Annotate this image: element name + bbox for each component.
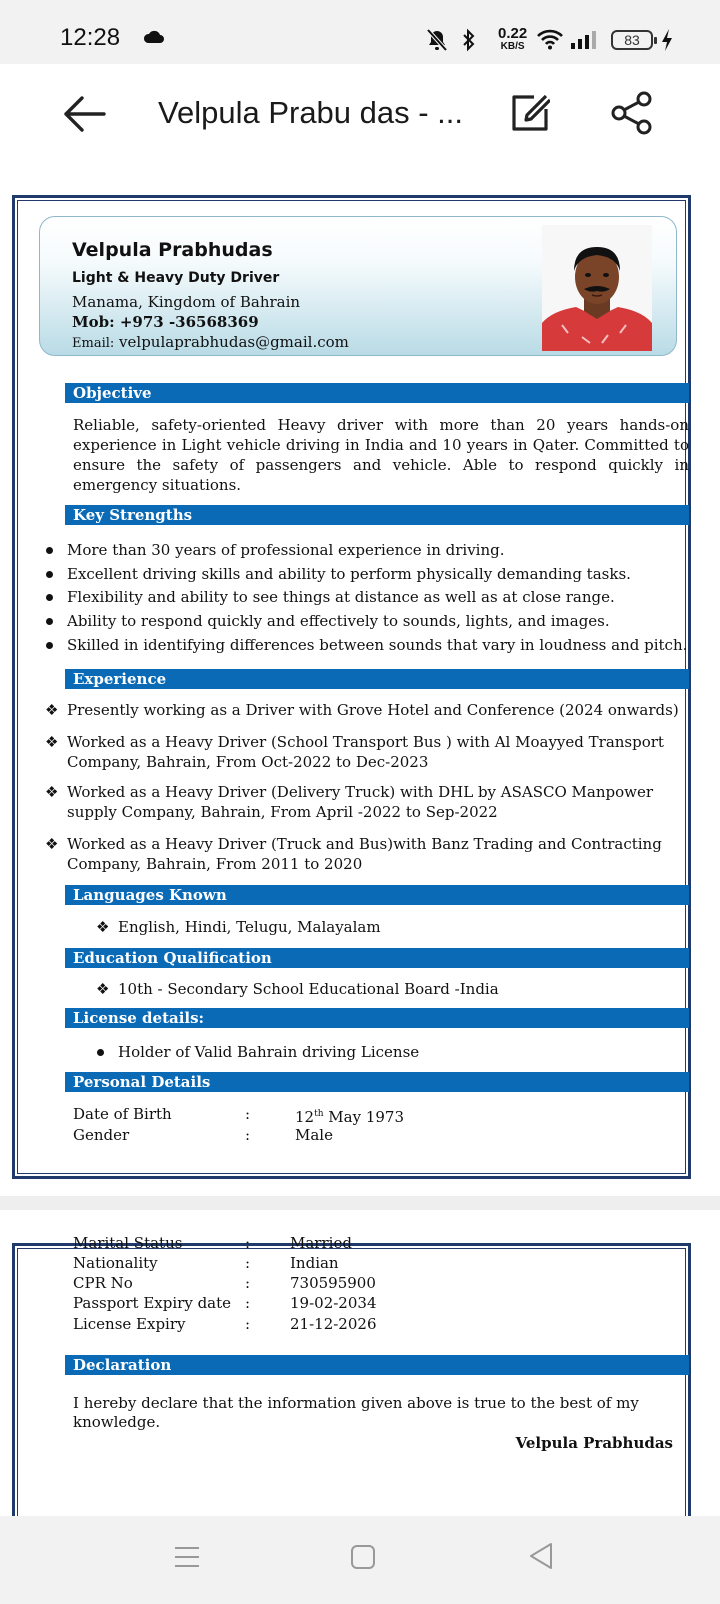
section-key-strengths: Key Strengths [65,505,689,525]
marital-status-label: Marital Status [73,1234,183,1252]
diamond-bullet-icon: ❖ [96,918,110,936]
diamond-bullet-icon: ❖ [45,733,59,751]
list-item: ❖ Worked as a Heavy Driver (School Transport Bus ) with Al Moayyed Transport Company, Bahrain, From Oct-2022 to Dec-2023 [45,733,664,771]
back-arrow-icon[interactable] [62,94,106,134]
wifi-icon [536,28,564,50]
list-item: ❖ English, Hindi, Telugu, Malayalam [96,918,381,936]
recent-apps-icon[interactable] [174,1544,200,1570]
gender-label: Gender [73,1126,130,1144]
app-bar [0,64,720,164]
status-time: 12:28 [60,24,121,51]
portrait-image [542,225,652,351]
home-icon[interactable] [350,1544,376,1570]
bullet-dot-icon [46,571,53,578]
cloud-icon [143,30,165,44]
list-item: Holder of Valid Bahrain driving License [118,1042,419,1062]
separator: : [245,1274,251,1292]
diamond-bullet-icon: ❖ [45,835,59,853]
bullet-dot-icon [46,594,53,601]
dob-label: Date of Birth [73,1105,172,1123]
marital-status-value: Married [290,1234,352,1252]
diamond-bullet-icon: ❖ [45,783,59,801]
mute-bell-icon [426,28,448,52]
list-item: Skilled in identifying differences between sounds that vary in loudness and pitch. [67,635,687,655]
list-item: Excellent driving skills and ability to perform physically demanding tasks. [67,564,631,584]
signal-icon [570,30,600,50]
separator: : [245,1105,251,1123]
separator: : [245,1254,251,1272]
email-label: Email: [72,336,115,351]
list-item: ❖ Presently working as a Driver with Grove Hotel and Conference (2024 onwards) [45,701,679,719]
section-experience: Experience [65,669,689,689]
system-nav-bar [0,1516,720,1604]
list-item: ❖ 10th - Secondary School Educational Board -India [96,980,499,998]
nationality-label: Nationality [73,1254,158,1272]
nationality-value: Indian [290,1254,339,1272]
bullet-dot-icon [46,547,53,554]
bullet-dot-icon [97,1049,104,1056]
diamond-bullet-icon: ❖ [45,701,59,719]
separator: : [245,1315,251,1333]
email-value: velpulaprabhudas@gmail.com [119,333,349,351]
passport-expiry-value: 19-02-2034 [290,1294,377,1312]
candidate-email [72,333,349,351]
candidate-photo [542,225,652,351]
gender-value: Male [295,1126,333,1144]
resume-header [39,216,677,356]
share-icon[interactable] [610,91,654,135]
cpr-value: 730595900 [290,1274,376,1292]
declaration-line-1: I hereby declare that the information given above is true to the best of my [73,1394,639,1412]
candidate-mobile: Mob: +973 -36568369 [72,313,259,331]
bullet-dot-icon [46,618,53,625]
section-education: Education Qualification [65,948,689,968]
signature-name: Velpula Prabhudas [515,1434,673,1452]
candidate-role: Light & Heavy Duty Driver [72,270,280,286]
section-declaration: Declaration [65,1355,689,1375]
section-languages: Languages Known [65,885,689,905]
bullet-dot-icon [46,642,53,649]
edit-icon[interactable] [510,93,550,133]
section-objective: Objective [65,383,689,403]
diamond-bullet-icon: ❖ [96,980,110,998]
list-item: More than 30 years of professional experience in driving. [67,540,505,560]
dob-value: 12th May 1973 [295,1108,405,1126]
network-speed: 0.22 KB/S [498,25,528,52]
candidate-name: Velpula Prabhudas [72,239,273,261]
page-separator [0,1196,720,1210]
list-item: ❖ Worked as a Heavy Driver (Truck and Bus)with Banz Trading and Contracting Company, Bahrain, From 2011 to 2020 [45,835,662,873]
separator: : [245,1294,251,1312]
back-triangle-icon[interactable] [528,1542,554,1570]
document-page-2 [12,1234,691,1533]
cpr-label: CPR No [73,1274,133,1292]
separator: : [245,1126,251,1144]
status-bar [0,0,720,64]
battery-indicator: 83 [611,30,653,50]
objective-text: Reliable, safety-oriented Heavy driver with more than 20 years hands-on experience in Light vehicle driving in India and 10 years in Qater. Committed to ensure the safety of passengers and vehicle. Able to respond quickly in emergency situations. [73,416,689,494]
candidate-location: Manama, Kingdom of Bahrain [72,293,301,311]
document-page-1 [12,195,691,1179]
section-personal-details: Personal Details [65,1072,689,1092]
document-title: Velpula Prabu das - ... [158,95,464,130]
passport-expiry-label: Passport Expiry date [73,1294,232,1312]
declaration-line-2: knowledge. [73,1413,161,1431]
section-license: License details: [65,1008,689,1028]
list-item: ❖ Worked as a Heavy Driver (Delivery Truck) with DHL by ASASCO Manpower supply Company, Bahrain, From April -2022 to Sep-2022 [45,783,654,821]
list-item: Flexibility and ability to see things at distance as well as at close range. [67,587,615,607]
bluetooth-icon [461,28,477,52]
charging-icon [660,28,674,52]
license-expiry-label: License Expiry [73,1315,186,1333]
list-item: Ability to respond quickly and effectively to sounds, lights, and images. [67,611,610,631]
separator: : [245,1234,251,1252]
license-expiry-value: 21-12-2026 [290,1315,377,1333]
